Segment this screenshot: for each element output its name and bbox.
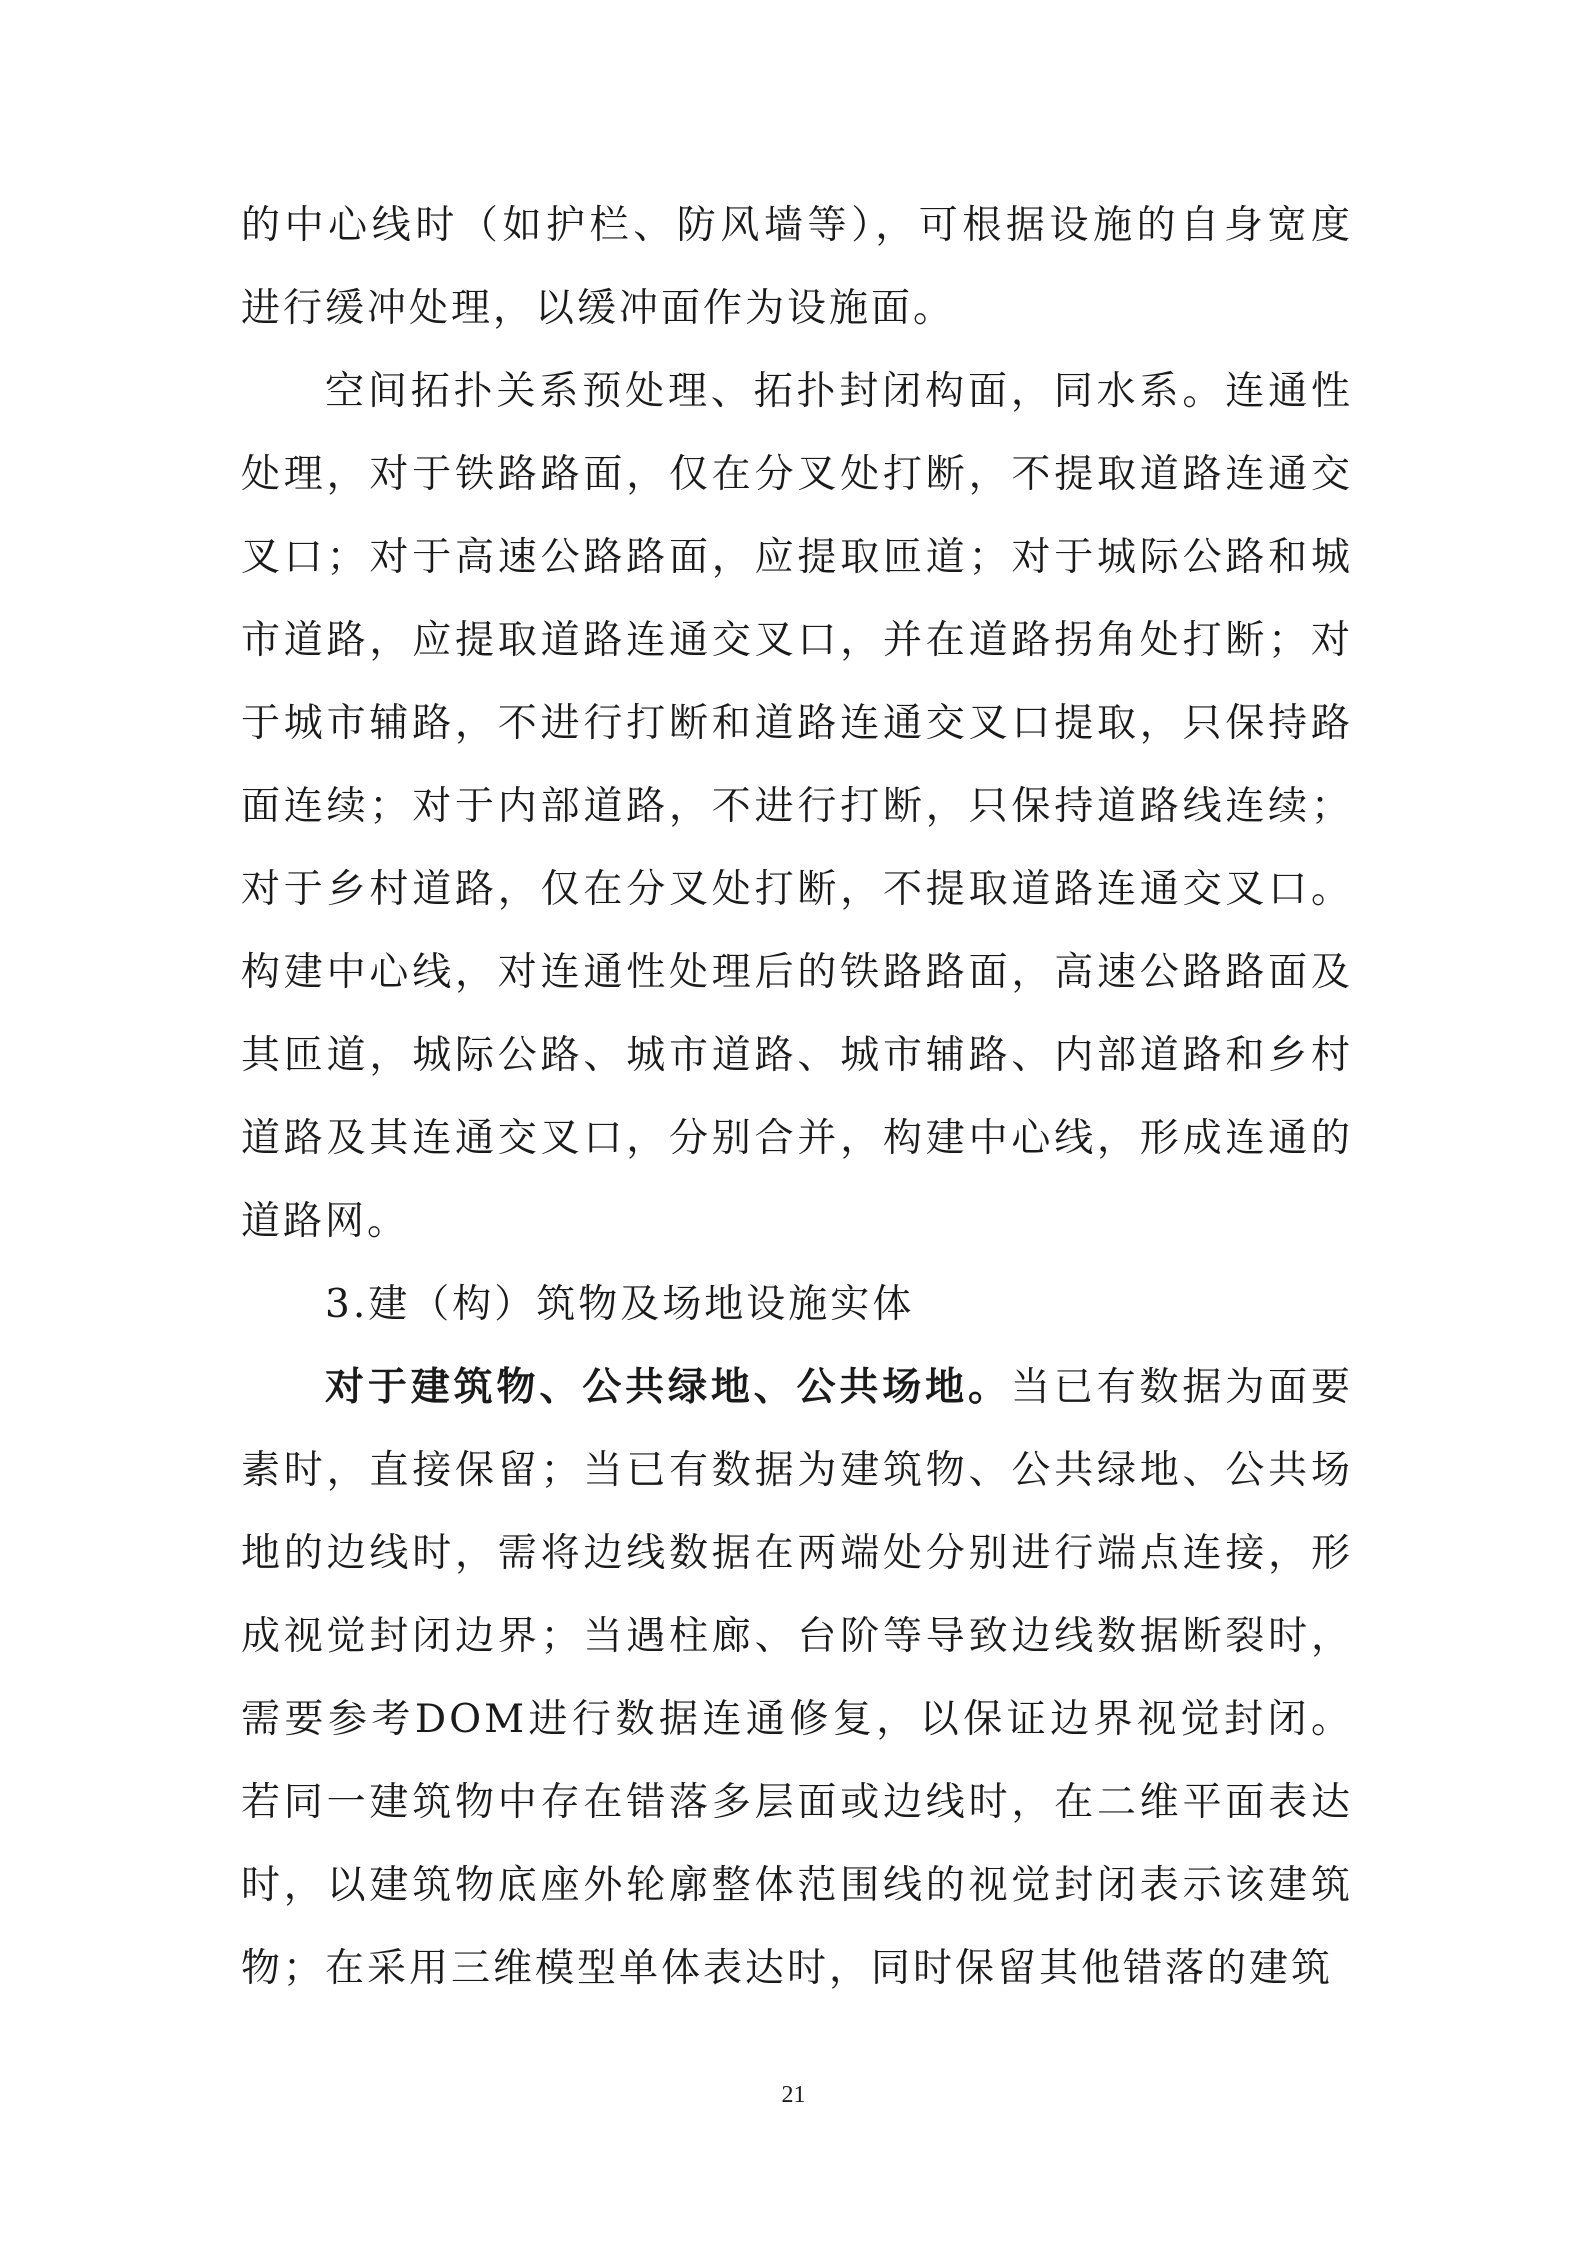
section-heading [241, 1263, 1353, 1346]
paragraph-lead-bold: 对于建筑物、公共绿地、公共场地。 [325, 1364, 1011, 1410]
paragraph-text: 的中心线时（如护栏、防风墙等），可根据设施的自身宽度进行缓冲处理，以缓冲面作为设施面。 [241, 203, 1353, 331]
heading-text: 3.建（构）筑物及场地设施实体 [325, 1282, 915, 1327]
paragraph-text: 当已有数据为面要素时，直接保留；当已有数据为建筑物、公共绿地、公共场地的边线时，需将边线数据在两端处分别进行端点连接，形成视觉封闭边界；当遇柱廊、台阶等导致边线数据断裂时，需要参考DOM进行数据连通修复，以保证边界视觉封闭。若同一建筑物中存在错落多层面或边线时，在二维平面表达时，以建筑物底座外轮廓整体范围线的视觉封闭表示该建筑物；在采用三维模型单体表达时，同时保留其他错落的建筑 [241, 1365, 1353, 1991]
paragraph-buildings [241, 1346, 1353, 2010]
paragraph-topology [241, 350, 1353, 1263]
paragraph-continuation [241, 184, 1353, 350]
document-body [241, 184, 1353, 2010]
page-number: 21 [781, 2082, 806, 2108]
paragraph-text: 空间拓扑关系预处理、拓扑封闭构面，同水系。连通性处理，对于铁路路面，仅在分叉处打断，不提取道路连通交叉口；对于高速公路路面，应提取匝道；对于城际公路和城市道路，应提取道路连通交叉口，并在道路拐角处打断；对于城市辅路，不进行打断和道路连通交叉口提取，只保持路面连续；对于内部道路，不进行打断，只保持道路线连续；对于乡村道路，仅在分叉处打断，不提取道路连通交叉口。构建中心线，对连通性处理后的铁路路面，高速公路路面及其匝道，城际公路、城市道路、城市辅路、内部道路和乡村道路及其连通交叉口，分别合并，构建中心线，形成连通的道路网。 [241, 369, 1353, 1244]
